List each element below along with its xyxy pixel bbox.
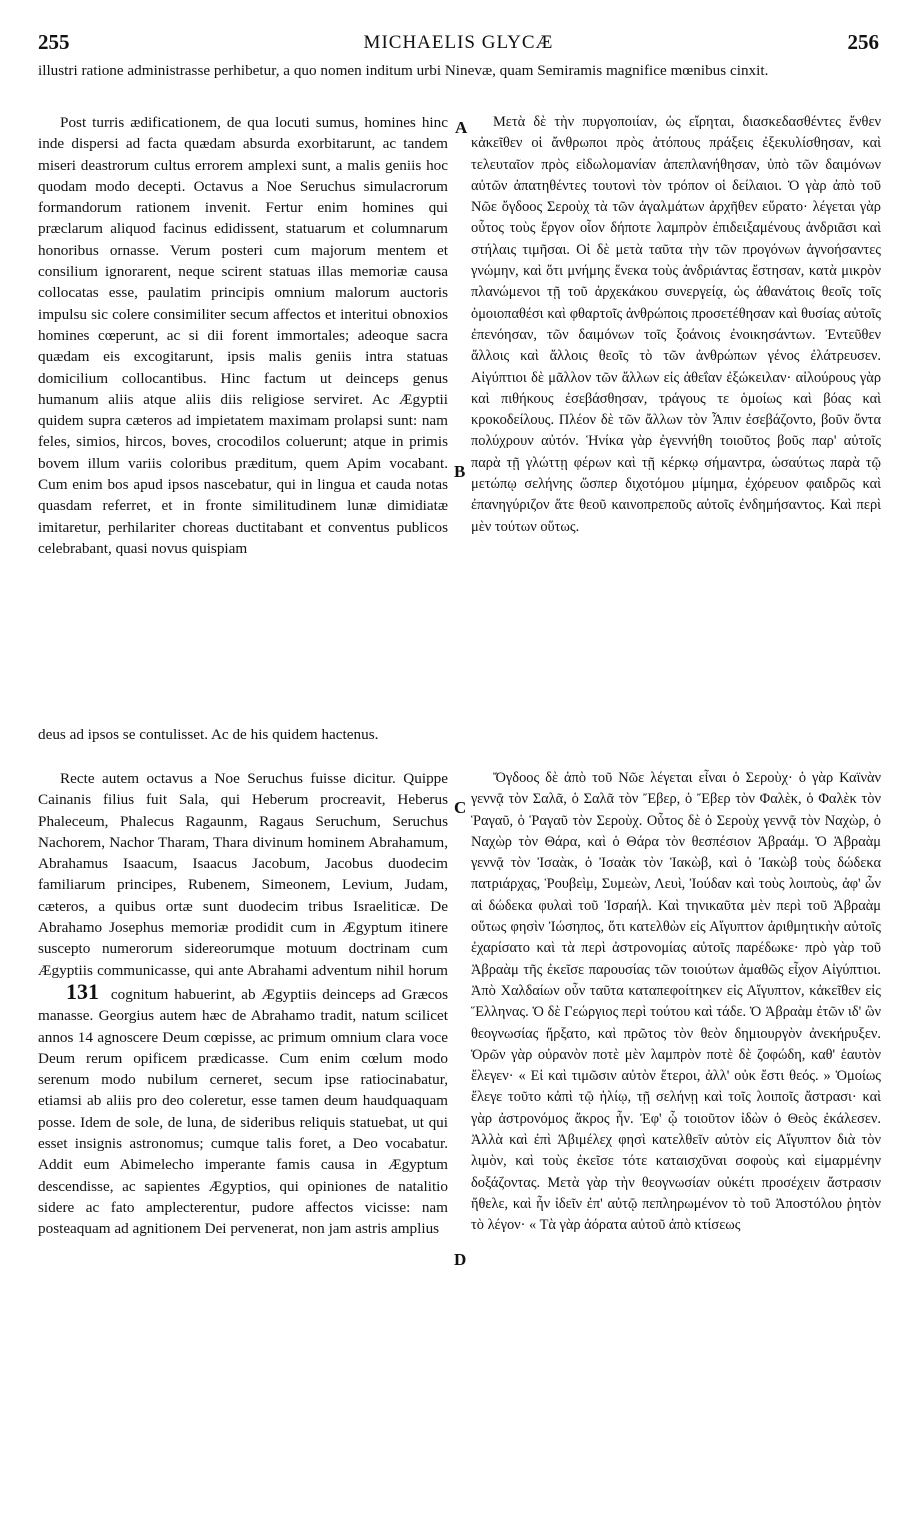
right-page-number: 256	[847, 30, 879, 54]
margin-marker-d: D	[454, 1250, 467, 1269]
left-page-number: 255	[38, 30, 70, 54]
latin-column-section-2	[38, 768, 448, 1240]
greek-column-section-1	[471, 112, 881, 538]
latin-paragraph: Post turris ædificationem, de qua locuti sumus, homines hinc inde dispersi ad facta quædam absurda exorbitarunt, ac tandem miseri deastrorum cultus errorem amplexi sunt, a malis geniis hoc quodam modo decepti. Octavus a Noe Seruchus simulacrorum formandorum rationem invenit. Fertur enim homines qui præclarum aliquod facinus edidissent, statuarum et columnarum honoribus ornasse. Verum posteri cum majorum mentem et consilium ignorarent, neque scirent statuas illas memoriæ causa collocatas esse, paulatim principis omnium malorum auctoris impulsu sic colere consimiliter secum affectos et interitui obnoxios homines cœperunt, ac si dii forent immortales; adeoque sacra quædam eis excogitarunt, ipsis malis geniis intra statuas domicilium collocantibus. Hinc factum ut deinceps genus humanum aliis atque aliis diis religiose serviret. Ac Ægyptii quidem supra cæteros ad impietatem maximam prolapsi sunt: nam feles, simios, hircos, boves, crocodilos coluerunt; atque in primis bovem illum variis coloribus præditum, quem Apim vocabant. Cum enim bos apud ipsos nascebatur, qui in lingua et cauda notas quasdam referret, et in fronte similitudinem lunæ dimidiatæ imitaretur, perhilariter choreas ductitabant et conventus publicos celebrabant, quasi novus quispiam	[38, 114, 448, 557]
running-header	[38, 30, 879, 56]
top-spanning-text: illustri ratione administrasse perhibetur, a quo nomen inditum urbi Ninevæ, quam Semiramis magnifice mœnibus cinxit.	[38, 62, 769, 79]
greek-column-section-2	[471, 768, 881, 1237]
mid-spanning-text: deus ad ipsos se contulisset. Ac de his quidem hactenus.	[38, 726, 379, 743]
margin-marker-a: A	[455, 118, 468, 137]
latin-column-section-1	[38, 112, 448, 559]
latin-paragraph: Recte autem octavus a Noe Seruchus fuisse dicitur. Quippe Cainanis filius fuit Sala, qui Heberum procreavit, Heberus Phaleceum, Phalecus Ragaunm, Ragaus Seruchum, Seruchus Nachorem, Nachor Tharam, Thara divinum hominem Abrahamum, Abrahamus Isaacum, Isaacus Jacobum, Jacobus duodecim familiarum principes, Rubenem, Simeonem, Levium, Judam, cæteros, a quibus ortæ sunt duodecim tribus Israeliticæ. De Abrahamo Josephus memoriæ prodidit cum in Ægyptum itinere suscepto numerorum sidereorumque motuum doctrinam cum Ægyptiis communicasse, qui ante Abrahami adventum nihil horum 131 cognitum habuerint, ab Ægyptiis deinceps ad Græcos manasse. Georgius autem hæc de Abrahamo tradit, natum scilicet annos 14 agnoscere Deum cœpisse, ac primum omnium clara voce Deum rerum opificem prædicasse. Cum enim cœlum modo serenum modo nubilum cerneret, secum ipse ratiocinabatur, etiamsi ab aliis pro deo coleretur, esse tamen deum haudquaquam posse. Idem de sole, de luna, de sideribus reliquis statuebat, ut qui esset insignis astronomus; cumque talis foret, a Deo vocabatur. Addit eum Abimelecho imperante famis causa in Ægyptum descendisse, ac sapientes Ægyptios, qui opiniones de natalitio sidere ac fato amplecterentur, pudore affectos vicisse: nam posteaquam ad agnitionem Dei pervenerat, non jam astris amplius	[38, 770, 449, 1238]
greek-paragraph: Μετὰ δὲ τὴν πυργοποιίαν, ὡς εἴρηται, διασκεδασθέντες ἔνθεν κἀκεῖθεν οἱ ἄνθρωποι πρὸς ἀτόπους πράξεις ἐξεκυλίσθησαν, καὶ τελευταῖον πρὸς εἰδωλομανίαν ἀπεπλανήθησαν, ὑπὸ τῶν δαιμόνων αὐτῶν ἀπατηθέντες τουτονὶ τὸν τρόπον οἱ δείλαιοι. Ὁ γὰρ ἀπὸ τοῦ Νῶε ὄγδοος Σεροὺχ τὰ τῶν ἀγαλμάτων ἀρχῆθεν εὕρατο· λέγεται γὰρ οὗτος τοὺς ἔργον οἷον δήποτε λαμπρὸν ἐπιδειξαμένους ἀνδριᾶσι καὶ στήλαις τιμῆσαι. Οἱ δὲ μετὰ ταῦτα τὴν τῶν προγόνων ἀγνοήσαντες γνώμην, καὶ ὅτι μνήμης ἕνεκα τοὺς ἀνδριάντας ἔστησαν, κατὰ μικρὸν πλανώμενοι τῇ τοῦ ἀρχεκάκου συνεργείᾳ, ὡς ἀθανάτοις θεοῖς τοῖς ὁμοιοπαθέσι καὶ φθαρτοῖς ἀνθρώποις προσετέθησαν καὶ θυσίας αὐτοῖς ἐπενόησαν, τῶν δαιμόνων τοῖς ξοάνοις ἐνοικησάντων. Ἐντεῦθεν ἄλλοις καὶ ἄλλοις θεοῖς τὸ τῶν ἀνθρώπων γένος ἐλάτρευσεν. Αἰγύπτιοι δὲ μᾶλλον τῶν ἄλλων εἰς ἀθεΐαν ἐξώκειλαν· αἰλούρους γὰρ καὶ πιθήκους ἐσεβάσθησαν, τράγους τε ὁμοίως καὶ βόας καὶ κροκοδείλους. Πλέον δὲ τῶν ἄλλων τὸν Ἆπιν ἐσεβάζοντο, βοῦν ὄντα πολύχρουν αὐτόν. Ἡνίκα γὰρ ἐγεννήθη τοιοῦτος βοῦς παρ' αὐτοῖς παρὰ τῇ γλώττῃ φέρων καὶ τῇ κέρκῳ σήμαντρα, ὡσαύτως παρὰ τῷ μετώπῳ σελήνης ὥσπερ διχοτόμου μίμημα, ἐχόρευον φαιδρῶς καὶ ἐπανηγύριζον ἅτε θεοῦ καινοπρεποῦς αὐτοῖς ἐνδημήσαντος. Καὶ περὶ μὲν τούτων οὕτως.	[471, 114, 881, 535]
margin-marker-c: C	[454, 798, 467, 817]
greek-paragraph: Ὄγδοος δὲ ἀπὸ τοῦ Νῶε λέγεται εἶναι ὁ Σεροὺχ· ὁ γὰρ Καϊνὰν γεννᾷ τὸν Σαλᾶ, ὁ Σαλᾶ τὸν Ἔβερ, ὁ Ἔβερ τὸν Φαλὲκ, ὁ Φαλὲκ τὸν Ῥαγαῦ, ὁ Ῥαγαῦ τὸν Σεροὺχ. Οὗτος δὲ ὁ Σεροὺχ γεννᾷ τὸν Ναχὼρ, ὁ Ναχὼρ τὸν Θάρα, καὶ ὁ Θάρα τὸν θεσπέσιον Ἀβραάμ. Ὁ Ἀβραὰμ γεννᾷ τὸν Ἰσαὰκ, ὁ Ἰσαὰκ τὸν Ἰακὼβ, καὶ ὁ Ἰακὼβ τοὺς δώδεκα πατριάρχας, Ῥουβεὶμ, Συμεὼν, Λευὶ, Ἰούδαν καὶ τοὺς λοιποὺς, ἀφ' ὧν αἱ δώδεκα φυλαὶ τοῦ Ἰσραήλ. Καὶ τηνικαῦτα μὲν περὶ τοῦ Ἀβραὰμ οὕτως φησὶν Ἰώσηπος, ὅτι κατελθὼν εἰς Αἴγυπτον ἀριθμητικὴν αὐτοῖς ἐχαρίσατο καὶ τὰ περὶ ἀστρονομίας αὐτοῖς παρέδωκε· πρὸ γὰρ τοῦ Ἀβραὰμ τῆς ἐκεῖσε παρουσίας τῶν τοιούτων ἀμαθῶς εἶχον Αἰγύπτιοι. Ἀπὸ Χαλδαίων οὖν ταῦτα καταπεφοίτηκεν εἰς Αἴγυπτον, κἀκεῖθεν εἰς Ἕλληνας. Ὁ δὲ Γεώργιος περὶ τούτου καὶ τάδε. Ὁ Ἀβραὰμ ἐτῶν ιδ' ὢν θεογνωσίας ἤρξατο, καὶ πρῶτος τὸν θεὸν δημιουργὸν ἀνεκήρυξεν. Ὁρῶν γὰρ οὐρανὸν ποτὲ μὲν λαμπρὸν ποτὲ δὲ ζοφώδη, καθ' ἑαυτὸν ἔλεγεν· « Εἰ καὶ τιμῶσιν αὐτὸν ἕτεροι, ἀλλ' οὐκ ἔστι θεός. » Ὁμοίως ἔλεγε τοῦτο κἀπὶ τῷ ἡλίῳ, τῇ σελήνῃ καὶ τοῖς λοιποῖς ἄστρασι· καὶ γὰρ ἀστρονόμος ἄκρος ἦν. Ἐφ' ᾧ τοιοῦτον ἰδὼν ὁ Θεὸς ἐκάλεσεν. Ἀλλὰ καὶ ἐπὶ Ἀβιμέλεχ φησὶ κατελθεῖν αὐτὸν εἰς Αἴγυπτον διὰ τὸν λιμὸν, καὶ τοὺς ἐκεῖσε τότε καταισχῦναι σοφοὺς καὶ εἱμαρμένην δοξάζοντας. Μετὰ γὰρ τὴν θεογνωσίαν οὐκέτι προσέχειν ἄστρασιν ἤθελε, καὶ ἦν ἰδεῖν ἐπ' αὐτῷ πεπληρωμένον τὸ τοῦ Ἀποστόλου ῥητὸν τὸ λέγον· « Τὰ γὰρ ἀόρατα αὐτοῦ ἀπὸ κτίσεως	[471, 770, 881, 1234]
running-title: MICHAELIS GLYCÆ	[363, 32, 554, 53]
column-number: 131	[66, 978, 99, 1004]
margin-marker-b: B	[454, 462, 466, 481]
